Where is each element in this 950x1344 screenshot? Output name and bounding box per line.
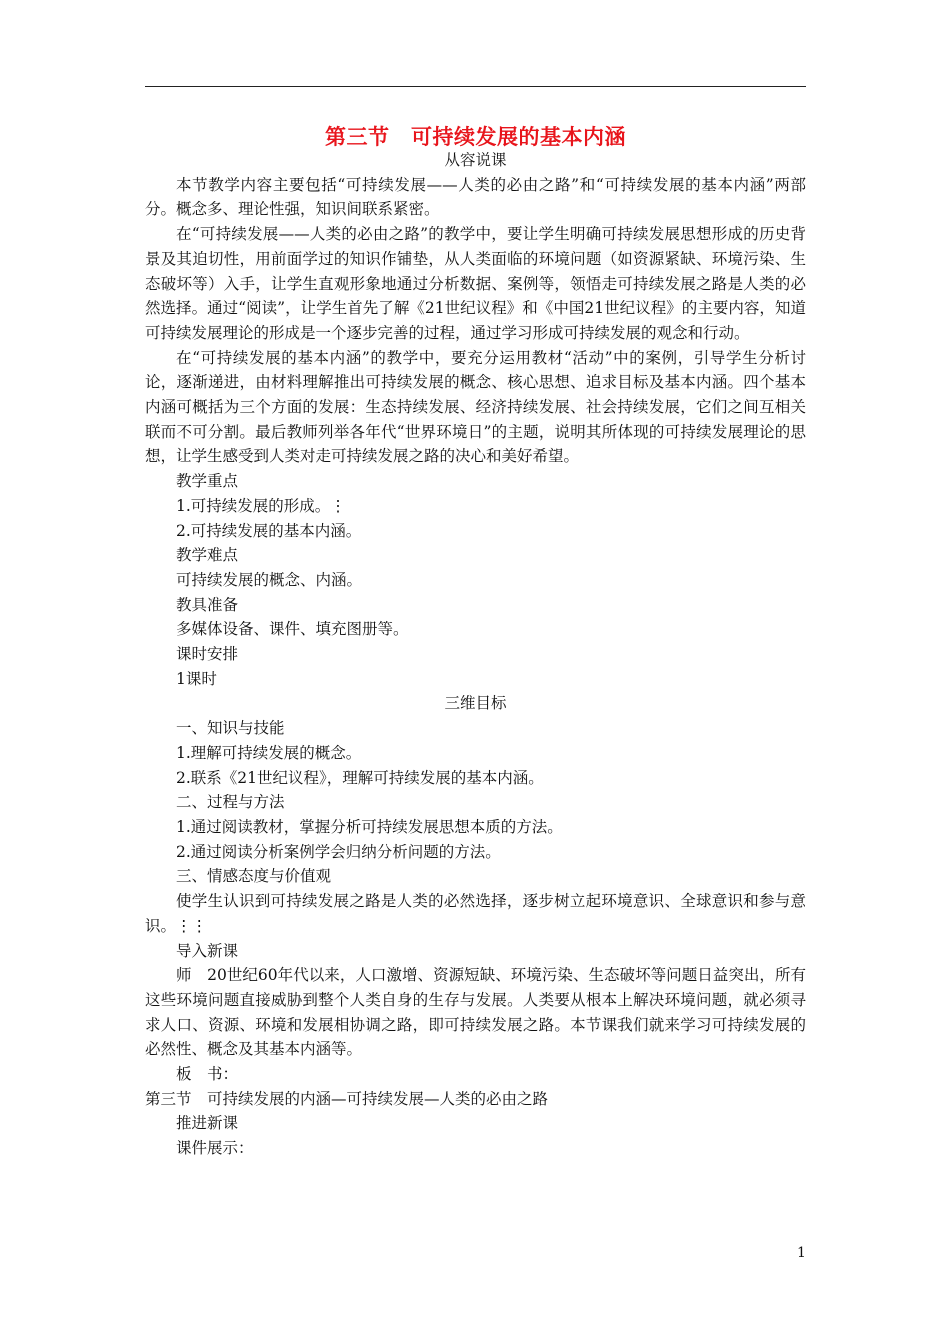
schedule-heading: 课时安排 <box>176 645 239 664</box>
intro-paragraph-3: 在“可持续发展的基本内涵”的教学中，要充分运用教材“活动”中的案例，引导学生分析讨论，逐渐递进，由材料理解推出可持续发展的概念、核心思想、追求目标及基本内涵。四个基本内涵可概括为三个方面的发展：生态持续发展、经济持续发展、社会持续发展，它们之间互相关联而不可分割。最后教师列举各年代“世界环境日”的主题，说明其所体现的可持续发展理论的思想，让学生感受到人类对走可持续发展之路的决心和美好希望。 <box>145 348 806 466</box>
board-label: 板 书： <box>176 1065 239 1084</box>
goal-2-item-2: 2.通过阅读分析案例学会归纳分析问题的方法。 <box>176 842 501 861</box>
new-lesson-heading: 推进新课 <box>176 1114 239 1133</box>
courseware-label: 课件展示： <box>176 1139 254 1158</box>
key-points-heading: 教学重点 <box>176 472 239 491</box>
document-body <box>145 148 806 1161</box>
goal-1-item-2: 2.联系《21世纪议程》，理解可持续发展的基本内涵。 <box>176 768 544 787</box>
tools-text: 多媒体设备、课件、填充图册等。 <box>176 620 409 639</box>
lead-in-heading: 导入新课 <box>176 941 239 960</box>
goals-heading: 三维目标 <box>444 694 507 713</box>
goal-3-text: 使学生认识到可持续发展之路是人类的必然选择，逐步树立起环境意识、全球意识和参与意识。⋮⋮ <box>145 892 806 935</box>
key-point-1: 1.可持续发展的形成。⋮ <box>176 496 346 515</box>
goal-2-item-1: 1.通过阅读教材，掌握分析可持续发展思想本质的方法。 <box>176 817 563 836</box>
page-number: 1 <box>797 1245 806 1261</box>
schedule-text: 1课时 <box>176 669 217 688</box>
intro-paragraph-2: 在“可持续发展——人类的必由之路”的教学中，要让学生明确可持续发展思想形成的历史背景及其迫切性，用前面学过的知识作铺垫，从人类面临的环境问题（如资源紧缺、环境污染、生态破坏等）入手，让学生直观形象地通过分析数据、案例等，领悟走可持续发展之路是人类的必然选择。通过“阅读”，让学生首先了解《21世纪议程》和《中国21世纪议程》的主要内容，知道可持续发展理论的形成是一个逐步完善的过程，通过学习形成可持续发展的观念和行动。 <box>145 225 806 342</box>
goal-2-heading: 二、过程与方法 <box>176 793 285 812</box>
goal-3-heading: 三、情感态度与价值观 <box>176 867 332 886</box>
difficulty-heading: 教学难点 <box>176 546 239 565</box>
goal-1-heading: 一、知识与技能 <box>176 719 285 738</box>
goal-1-item-1: 1.理解可持续发展的概念。 <box>176 743 362 762</box>
section-title: 第三节 可持续发展的基本内涵 <box>325 124 626 149</box>
subtitle: 从容说课 <box>444 151 507 169</box>
board-text: 第三节 可持续发展的内涵—可持续发展—人类的必由之路 <box>145 1089 549 1108</box>
tools-heading: 教具准备 <box>176 595 239 614</box>
key-point-2: 2.可持续发展的基本内涵。 <box>176 521 362 540</box>
difficulty-text: 可持续发展的概念、内涵。 <box>176 570 363 589</box>
header-rule <box>145 86 806 87</box>
lead-in-text: 师 20世纪60年代以来，人口激增、资源短缺、环境污染、生态破坏等问题日益突出，所有这些环境问题直接威胁到整个人类自身的生存与发展。人类要从根本上解决环境问题，就必须寻求人口、资源、环境和发展相协调之路，即可持续发展之路。本节课我们就来学习可持续发展的必然性、概念及其基本内涵等。 <box>145 966 806 1059</box>
intro-paragraph-1: 本节教学内容主要包括“可持续发展——人类的必由之路”和“可持续发展的基本内涵”两部分。概念多、理论性强，知识间联系紧密。 <box>145 175 806 219</box>
